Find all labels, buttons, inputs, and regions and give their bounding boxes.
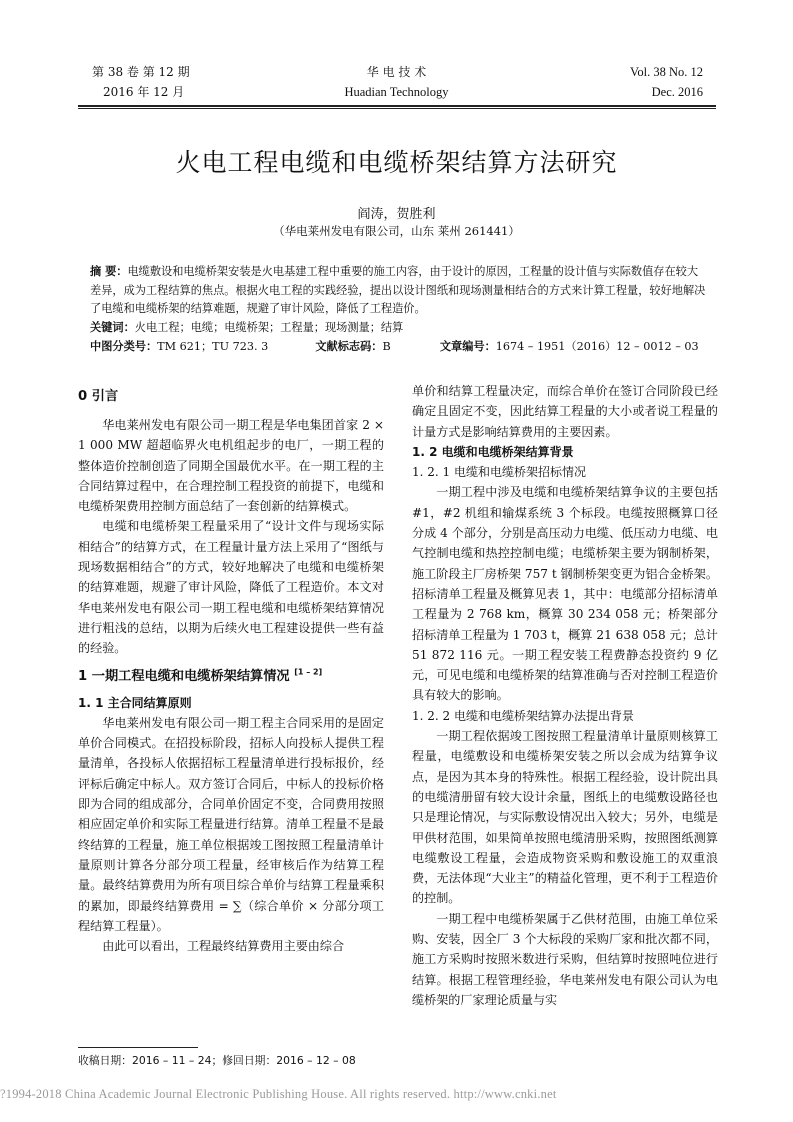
header-journal-en: Huadian Technology <box>344 85 449 99</box>
cls-value: TM 621；TU 723. 3 <box>157 340 269 353</box>
header-volume-en <box>630 62 703 102</box>
paper-authors: 阎涛，贺胜利 <box>357 207 436 222</box>
cls-label: 中图分类号： <box>90 340 158 353</box>
intro-paragraph-1: 华电莱州发电有限公司一期工程是华电集团首家 2 × 1 000 MW 超超临界火电机组起步的电厂，一期工程的整体造价控制创造了同期全国最优水平。在一期工程的主合同结算过程中，在合理控制工程投资的前提下，电缆和电缆桥架费用控制方面总结了一套创新的结算模式。 <box>78 418 384 514</box>
section-1-2-2-paragraph-1: 一期工程依据竣工图按照工程量清单计量原则核算工程量，电缆敷设和电缆桥架安装之所以会成为结算争议点，是因为其本身的特殊性。根据工程经验，设计院出具的电缆清册留有较大设计余量，图纸上的电缆敷设路径也只是理论情况，与实际敷设情况出入较大；另外，电缆是甲供材范围，如果简单按照电缆清册采购，按照图纸测算电缆敷设工程量，会造成物资采购和敷设施工的双重浪费，无法体现“大业主”的精益化管理，更不利于工程造价的控制。 <box>412 729 718 906</box>
header-journal-cn: 华 电 技 术 <box>366 65 427 79</box>
left-column <box>78 381 384 956</box>
article-no-label: 文章编号： <box>439 340 496 353</box>
header-date: 2016 年 12 月 <box>103 85 185 99</box>
abstract-label: 摘 要： <box>90 265 128 278</box>
header-rule-thin <box>78 108 716 109</box>
paper-affiliation: （华电莱州发电有限公司，山东 莱州 261441） <box>273 224 520 238</box>
section-1-ref: [1 – 2] <box>294 667 323 677</box>
keywords-text: 火电工程；电缆；电缆桥架；工程量；现场测量；结算 <box>134 320 404 334</box>
header-vol-no: Vol. 38 No. 12 <box>629 65 703 79</box>
section-1-1-paragraph-2: 由此可以看出，工程最终结算费用主要由综合 <box>102 939 345 954</box>
paper-title: 火电工程电缆和电缆桥架结算方法研究 <box>175 148 618 177</box>
doc-code-value: B <box>382 340 391 353</box>
section-1-title: 1 一期工程电缆和电缆桥架结算情况 <box>78 668 290 684</box>
section-1-2-heading: 1. 2 电缆和电缆桥架结算背景 <box>412 444 574 459</box>
keywords-label: 关键词： <box>90 320 135 334</box>
abstract-paragraph <box>90 263 706 319</box>
classification-line <box>90 338 706 357</box>
received-date-footnote: 收稿日期：2016 – 11 – 24；修回日期：2016 – 12 – 08 <box>78 1054 356 1067</box>
section-1-1-paragraph-1: 华电莱州发电有限公司一期工程主合同采用的是固定单价合同模式。在招投标阶段，招标人向投标人提供工程量清单，各投标人依据招标工程量清单进行投标报价，经评标后确定中标人。双方签订合同后，中标人的投标价格即为合同的组成部分，合同单价固定不变，合同费用按照相应固定单价和实际工程量进行结算。清单工程量不是最终结算的工程量，施工单位根据竣工图按照工程量清单计量原则计算各分部分项工程量，经审核后作为结算工程量。最终结算费用为所有项目综合单价与结算工程量乘积的累加，即最终结算费用 = ∑（综合单价 × 分部分项工程结算工程量）。 <box>78 715 384 933</box>
header-rule-thick <box>78 105 716 107</box>
article-no-value: 1674 – 1951（2016）12 – 0012 – 03 <box>495 340 699 353</box>
copyright-line: ?1994-2018 China Academic Journal Electronic Publishing House. All rights reserved. http://www.cnki.net <box>0 1087 557 1101</box>
section-1-2-2-paragraph-2: 一期工程中电缆桥架属于乙供材范围，由施工单位采购、安装，因全厂 3 个大标段的采购厂家和批次都不同，施工方采购时按照米数进行采购，但结算时按照吨位进行结算。根据工程管理经验，华电莱州发电有限公司认为电缆桥架的厂家理论质量与实 <box>412 911 718 1007</box>
abstract-block <box>90 263 706 357</box>
intro-paragraph-2: 电缆和电缆桥架工程量采用了“设计文件与现场实际相结合”的结算方式，在工程量计量方法上采用了“图纸与现场数据相结合”的方式，较好地解决了电缆和电缆桥架的结算难题，规避了审计风险，降低了工程造价。本文对华电莱州发电有限公司一期工程电缆和电缆桥架结算情况进行粗浅的总结，以期为后续火电工程建设提供一些有益的经验。 <box>78 519 384 656</box>
section-1-2-1-paragraph: 一期工程中涉及电缆和电缆桥架结算争议的主要包括 #1，#2 机组和输煤系统 3 个标段。电缆按照概算口径分成 4 个部分，分别是高压动力电缆、低压动力电缆、电气控制电缆和热控控制电缆；电缆桥架主要为钢制桥架，施工阶段主厂房桥架 757 t 钢制桥架变更为铝合金桥架。招标清单工程量及概算见表 1，其中：电缆部分招标清单工程量为 2 768 km，概算 30 234 058 元；桥架部分招标清单工程量为 1 703 t，概算 21 638 058 元；总计 51 872 116 元。一期工程安装工程费静态投资约 9 亿元，可见电缆和电缆桥架的结算准确与否对控制工程造价具有较大的影响。 <box>412 485 718 703</box>
section-1-2-2-heading: 1. 2. 2 电缆和电缆桥架结算办法提出背景 <box>412 708 634 723</box>
section-1-heading <box>78 665 384 689</box>
doc-code-label: 文献标志码： <box>315 340 383 353</box>
header-volume: 第 38 卷 第 12 期 <box>92 65 190 79</box>
right-column <box>412 381 718 1010</box>
footnote-rule <box>78 1047 198 1048</box>
section-0-heading: 0 引言 <box>78 389 119 404</box>
header-date-en: Dec. 2016 <box>651 85 703 99</box>
abstract-text: 电缆敷设和电缆桥架安装是火电基建工程中重要的施工内容，由于设计的原因，工程量的设计值与实际数值存在较大差异，成为工程结算的焦点。根据火电工程的实践经验，提出以设计图纸和现场测量相结合的方式来计算工程量，较好地解决了电缆和电缆桥架的结算难题，规避了审计风险，降低了工程造价。 <box>90 265 706 315</box>
section-1-2-1-heading: 1. 2. 1 电缆和电缆桥架招标情况 <box>412 465 586 480</box>
section-1-1-heading: 1. 1 主合同结算原则 <box>78 695 192 710</box>
continued-paragraph: 单价和结算工程量决定，而综合单价在签订合同阶段已经确定且固定不变，因此结算工程量的大小或者说工程量的计量方式是影响结算费用的主要因素。 <box>412 384 718 439</box>
keywords-line <box>90 319 706 338</box>
